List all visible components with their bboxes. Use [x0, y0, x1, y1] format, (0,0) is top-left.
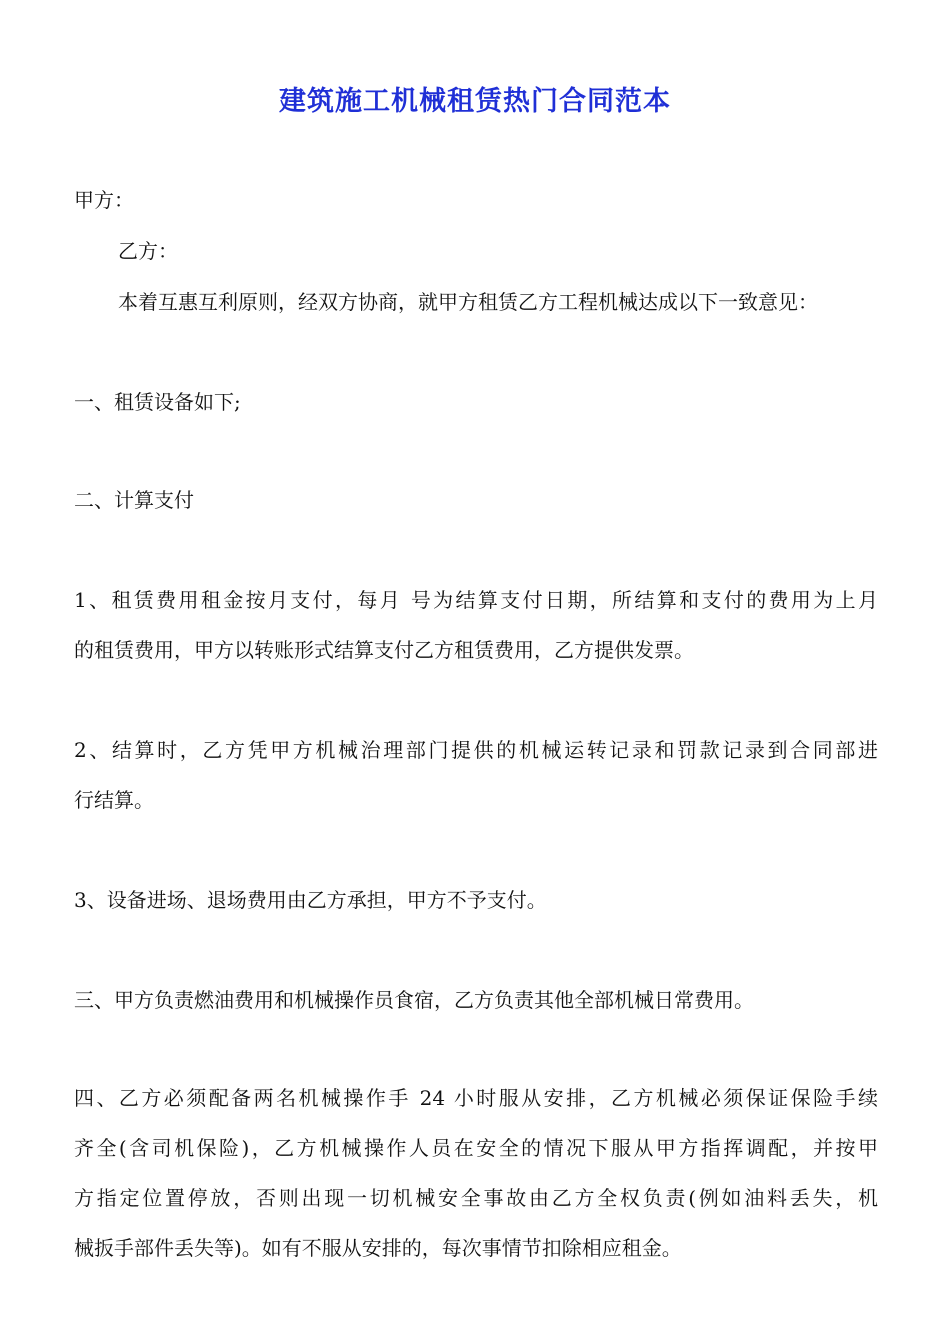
intro-paragraph: 本着互惠互利原则，经双方协商，就甲方租赁乙方工程机械达成以下一致意见：	[118, 290, 818, 314]
section-4-line-1: 四、乙方必须配备两名机械操作手 24 小时服从安排，乙方机械必须保证保险手续	[74, 1086, 878, 1110]
section-2-heading: 二、计算支付	[74, 488, 194, 512]
party-b-label: 乙方：	[118, 239, 178, 263]
section-4-line-2: 齐全(含司机保险)，乙方机械操作人员在安全的情况下服从甲方指挥调配，并按甲	[74, 1136, 878, 1160]
item-1-line-1: 1、租赁费用租金按月支付，每月 号为结算支付日期，所结算和支付的费用为上月	[74, 588, 878, 612]
section-4-line-3: 方指定位置停放，否则出现一切机械安全事故由乙方全权负责(例如油料丢失，机	[74, 1186, 878, 1210]
section-1-heading: 一、租赁设备如下;	[74, 390, 241, 414]
item-3: 3、设备进场、退场费用由乙方承担，甲方不予支付。	[74, 888, 547, 912]
section-3: 三、甲方负责燃油费用和机械操作员食宿，乙方负责其他全部机械日常费用。	[74, 988, 754, 1012]
item-2-line-2: 行结算。	[74, 788, 154, 812]
item-1-line-2: 的租赁费用，甲方以转账形式结算支付乙方租赁费用，乙方提供发票。	[74, 638, 694, 662]
section-4-line-4: 械扳手部件丢失等)。如有不服从安排的，每次事情节扣除相应租金。	[74, 1236, 682, 1260]
document-title: 建筑施工机械租赁热门合同范本	[279, 86, 671, 117]
item-2-line-1: 2、结算时，乙方凭甲方机械治理部门提供的机械运转记录和罚款记录到合同部进	[74, 738, 878, 762]
party-a-label: 甲方：	[74, 188, 134, 212]
